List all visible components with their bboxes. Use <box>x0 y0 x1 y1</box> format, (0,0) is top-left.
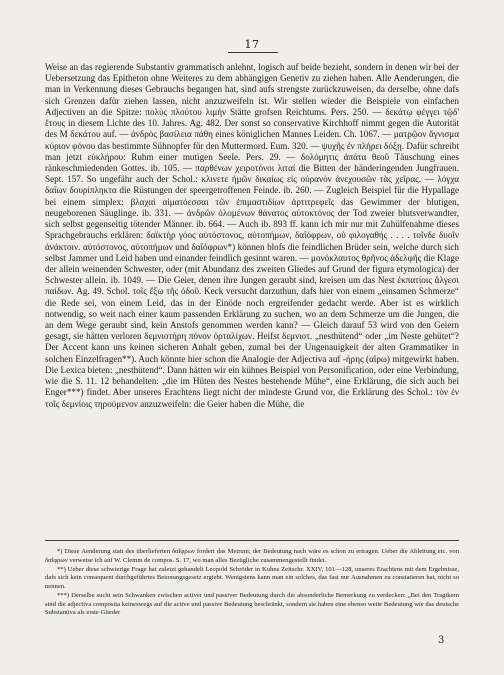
body-paragraph: Weise an das regierende Substantiv grammatisch anlehnt, logisch auf beide bezieht, sondern in denen wir bei der Uebersetzung das Epitheton ohne Weiteres zu dem abhängigen Genetiv zu ziehen haben. Alle Aenderungen, die man in Verkennung dieses Gebrauchs begangen hat, sind aufs strengste zurückzuweisen, da derselbe, ohne dafs sich Grenzen dafür ziehen lassen, nicht anzuzweifeln ist. Wir stellen wieder die Beispiele von einfachen Adjectiven an die Spitze: πολὺς πλούτου λιμὴν Stätte grofsen Reichtums. Pers. 250. — δεκάτῳ φέγγει τῷδ' ἔτους in diesem Lichte des 10. Jahres. Ag. 482. Der sonst so conservative Kirchhoff nimmt gegen die Autorität des M δεκάτου auf. — ἀνδρὸς βασίλεια πάθη eines königlichen Mannes Leiden. Ch. 1067. — ματρῷον ἄγνισμα κύριον φόνου das bestimmte Sühnopfer für den Muttermord. Eum. 320. — ψυχῆς ἐν πλήρει δόξῃ. Dafür schreibt man jetzt εὐκλήρου: Ruhm einer mutigen Seele. Pers. 29. — δολόμητις ἀπάτα θεοῦ Täuschung eines ränkeschmiedenden Gottes. ib. 105. — παρθένων χειροτόνοι λιταί die Bitten der händeringenden Jungfrauen. Sept. 157. So ungefähr auch der Schol.: κλινετε ἡμῶν δικαίως εἰς οὐρανὸν ἀνεχουσῶν τὰς χεῖρας. — λόγχα δαΐων δουρίπληκτα die Rüstungen der speergetroffenen Feinde. ib. 260. — Zugleich Beispiel für die Hypallage bei einem simplex: βλαχαὶ αἱματόεσσαι τῶν ἐπιμαστιδίων ἀρτιτρεφεῖς das Gewimmer der blutigen, neugeborenen Säuglinge. ib. 331. — ἀνδρῶν ὀλομένων θάνατος αὐτοκτόνος der Tod zweier blutsverwandter, sich selbst gegenseitig tötender Männer. ib. 664. — Auch ib. 893 ff. kann ich mir nur mit Zuhülfenahme dieses Sprachgebrauchs erklären: δαϊκτὴρ γόος αὐτόστονος, αὐτοπήμων, δαΐόφρων, οὐ φιλογαθής . . . . τοῖνδε δυοῖν ἀνάκτοιν. αὐτόστονος, αὐτοπήμων und δαΐόφρων*) können blofs die feindlichen Brüder sein, welche durch sich selbst Jammer und Leid haben und einander feindlich gesinnt waren. — μονόκλαυτος θρῆνος ἀδελφῆς die Klage der allein weinenden Schwester, oder (mit Abundanz des zweiten Gliedes auf Grund der figura etymologica) der Schwester allein. ib. 1049. — Die Geier, denen ihre Jungen geraubt sind, kreisen um das Nest ἐκπατίοις ἄλγεσι παίδων. Ag. 49. Schol. τοῖς ἔξω τῆς ὁδοῦ. Keck versucht darzuthun, dafs hier von einem „einsamen Schmerze“ die Rede sei, von einem Leid, das in der Einöde noch ergreifender gedacht werde. Aber ist es wirklich notwendig, so weit nach einer kaum passenden Erklärung zu suchen, wo an dem Schmerze um die Jungen, die an dem Wege geraubt sind, kein Anstofs genommen werden kann? — Gleich darauf 53 wird von den Geiern gesagt, sie hätten verloren δεμνιοτήρη πόνον ὀρταλίχων. Heifst δεμνιοτ. „nesthütend“ oder „im Neste gehütet“? Der Accent kann uns keinen sicheren Anhalt geben, zumal bei der Ungenauigkeit der alten Grammatiker in solchen Einzelfragen**). Auch könnte hier schon die Analogie der Adjectiva auf -ήρης (αἴρω) mitgewirkt haben. Die Lexica bieten: „nesthütend“. Dann hätten wir ein kühnes Beispiel von Personification, oder eine Verbindung, wie die S. 11. 12 behandelten: „die im Hüten des Nestes bestehende Mühe“, eine Erklärung, die sich auch bei Enger***) findet. Aber unseres Erachtens liegt nicht der mindeste Grund vor, die Erklärung des Schol.: τὸν ἐν τοῖς δεμνίοις τηρούμενον anzuzweifeln: die Geier haben die Mühe, die <box>45 62 459 409</box>
footnote-separator <box>45 540 459 541</box>
main-text <box>45 62 459 410</box>
footnotes <box>45 548 459 618</box>
footnote-1: *) Diese Aenderung statt des überlieferten δαΐφρων fordert das Metrum; der Bedeutung nach wäre es schon zu ertragen. Ueber die Ableitung etc. von δαΐφρων verweise ich auf W. Clemm de compos. S. 17, wo man alles Bezügliche zusammengestellt findet. <box>45 548 459 564</box>
signature-mark: 3 <box>438 635 445 646</box>
page-number: 17 <box>244 38 260 51</box>
footnote-2: **) Ueber diese schwierige Frage hat zuletzt gehandelt Leopold Schröder in Kuhns Zeitschr. XXIV, 101—128, unseres Erachtens mit dem Ergebnisse, dafs sich kein consequent durchgeführtes Betonungsgesetz ergiebt. Wenigstens kann man ein solches, das fast nur Ausnahmen zu constatieren hat, nicht so nennen. <box>45 565 459 590</box>
footnote-3: ***) Derselbe sucht sein Schwanken zwischen activer und passiver Bedeutung durch die absonderliche Bemerkung zu verdecken: „Bei den Tragikern sind die adjectiva composita keineswegs auf die active und passive Bedeutung beschränkt, sondern sie haben eine ebenso weite Bedeutung wie das deutsche Substantiva als erste Glieder <box>45 591 459 617</box>
header-rule <box>228 52 278 53</box>
